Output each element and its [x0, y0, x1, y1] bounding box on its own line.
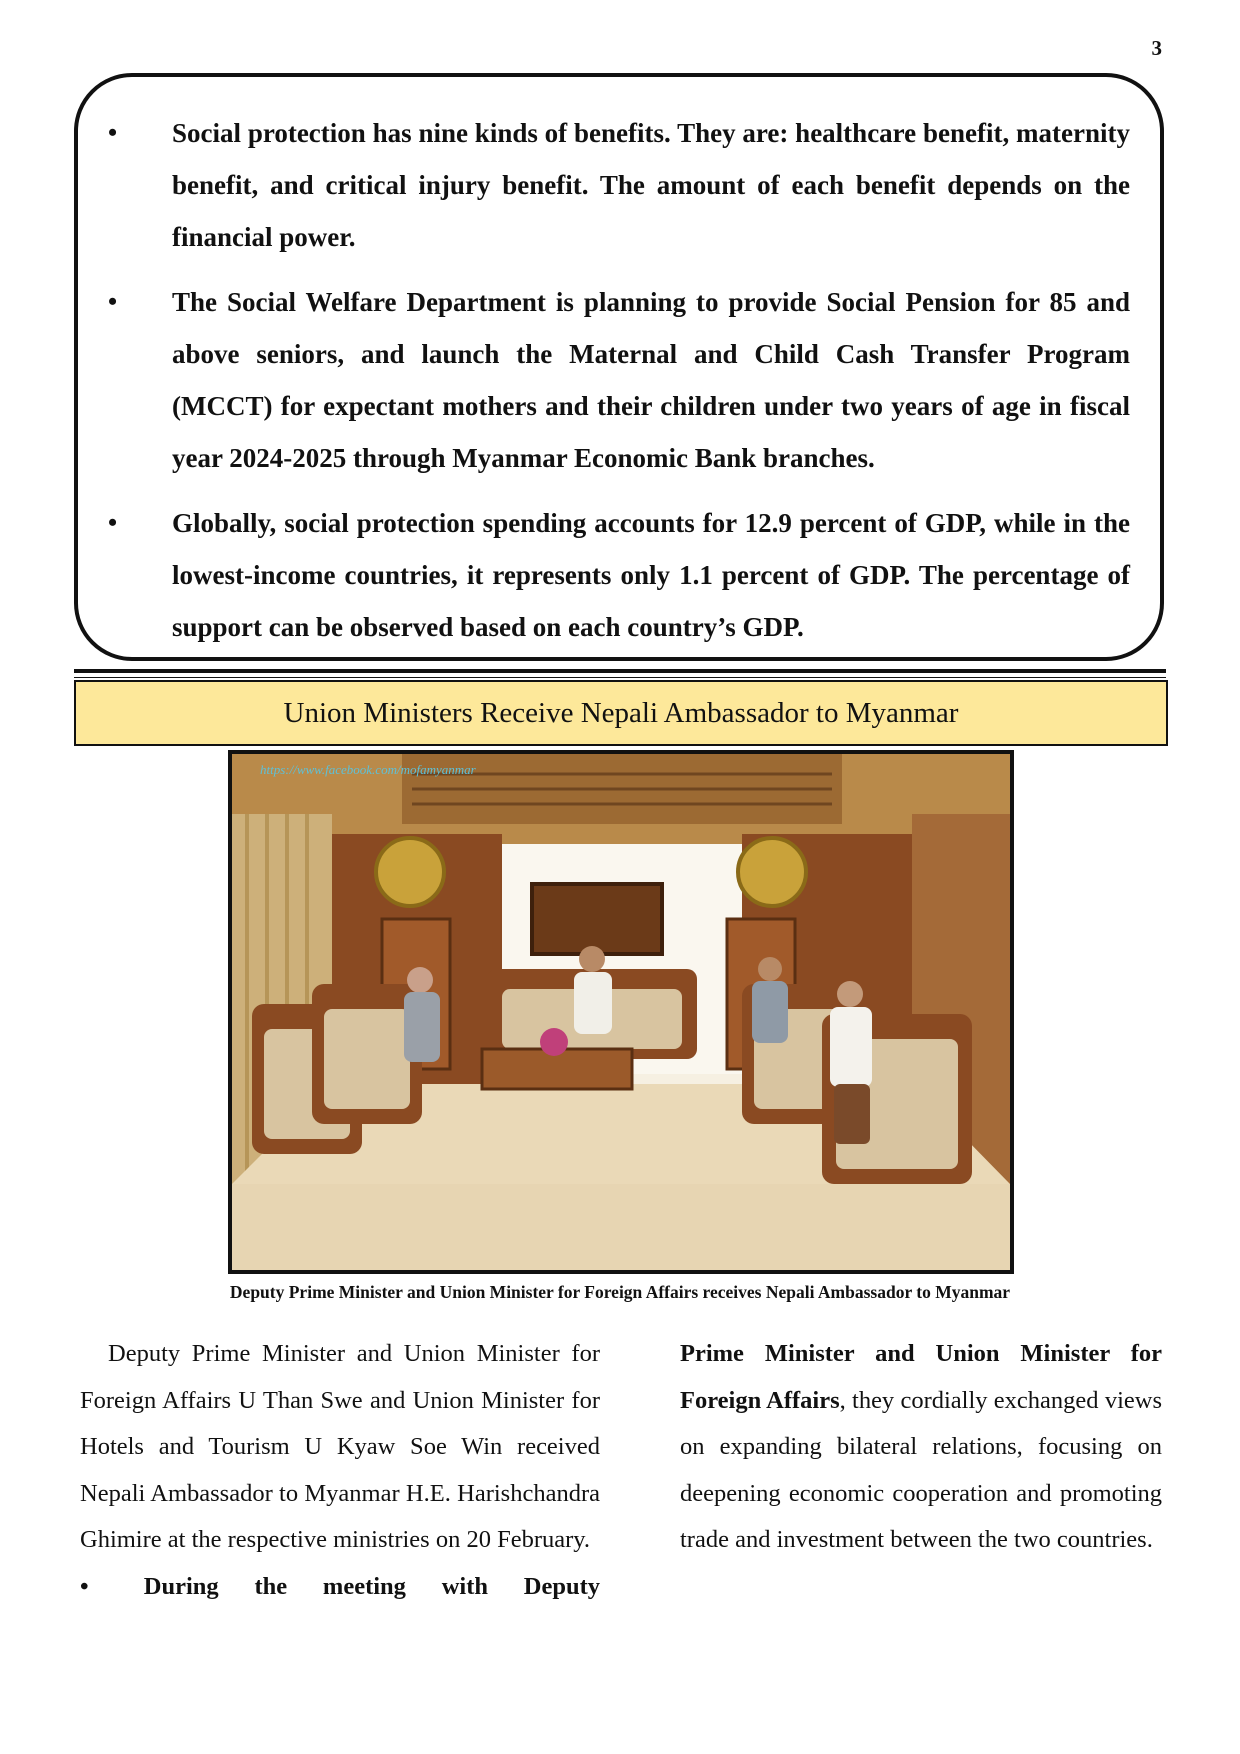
article-paragraph: Deputy Prime Minister and Union Minister for Foreign Affairs U Than Swe and Union Minister for Hotels and Tourism U Kyaw Soe Win received Nepali Ambassador to Myanmar H.E. Harishchandra Ghimire at the respective ministries on 20 February.	[80, 1340, 600, 1553]
summary-bullet-text: Social protection has nine kinds of benefits. They are: healthcare benefit, maternity benefit, and critical injury benefit. The amount of each benefit depends on the financial power.	[172, 118, 1130, 252]
bullet-dot: •	[108, 508, 118, 537]
meeting-photo	[228, 750, 1014, 1274]
bullet-word: meeting	[322, 1572, 406, 1600]
article-bullet-start	[80, 1564, 600, 1611]
bullet-word: During	[143, 1572, 219, 1600]
summary-box	[74, 73, 1164, 661]
bullet-dot: •	[108, 118, 118, 147]
summary-bullet	[106, 497, 1130, 653]
summary-bullet-text: Globally, social protection spending accounts for 12.9 percent of GDP, while in the lowest-income countries, it represents only 1.1 percent of GDP. The percentage of support can be observed based on each country’s GDP.	[172, 508, 1130, 642]
page-number: 3	[1151, 36, 1162, 60]
bullet-word: the	[254, 1572, 288, 1600]
bullet-dot: •	[80, 1572, 89, 1600]
summary-list	[106, 107, 1130, 666]
article-bold-text: Prime Minister and Union Minister for Foreign Affairs	[680, 1340, 1162, 1414]
summary-bullet-text: The Social Welfare Department is planning to provide Social Pension for 85 and above seniors, and launch the Maternal and Child Cash Transfer Program (MCCT) for expectant mothers and their children under two years of age in fiscal year 2024-2025 through Myanmar Economic Bank branches.	[172, 287, 1130, 473]
section-divider-thin	[74, 677, 1166, 678]
bullet-word: with	[441, 1572, 488, 1600]
summary-bullet	[106, 107, 1130, 263]
article-column-right	[680, 1331, 1162, 1564]
section-divider	[74, 669, 1166, 673]
photo-watermark: https://www.facebook.com/mofamyanmar	[260, 762, 476, 777]
meeting-room-illustration	[232, 754, 1010, 1270]
photo-caption: Deputy Prime Minister and Union Minister for Foreign Affairs receives Nepali Ambassador to Myanmar	[229, 1282, 1011, 1302]
summary-bullet	[106, 276, 1130, 484]
article-headline: Union Ministers Receive Nepali Ambassador to Myanmar	[74, 680, 1168, 746]
article-column-left	[80, 1331, 600, 1610]
bullet-word: Deputy	[523, 1572, 600, 1600]
bullet-dot: •	[108, 287, 118, 316]
article-paragraph-continued	[680, 1331, 1162, 1564]
article-text: , they cordially exchanged views on expanding bilateral relations, focusing on deepening economic cooperation and promoting trade and investment between the two countries.	[680, 1386, 1162, 1553]
